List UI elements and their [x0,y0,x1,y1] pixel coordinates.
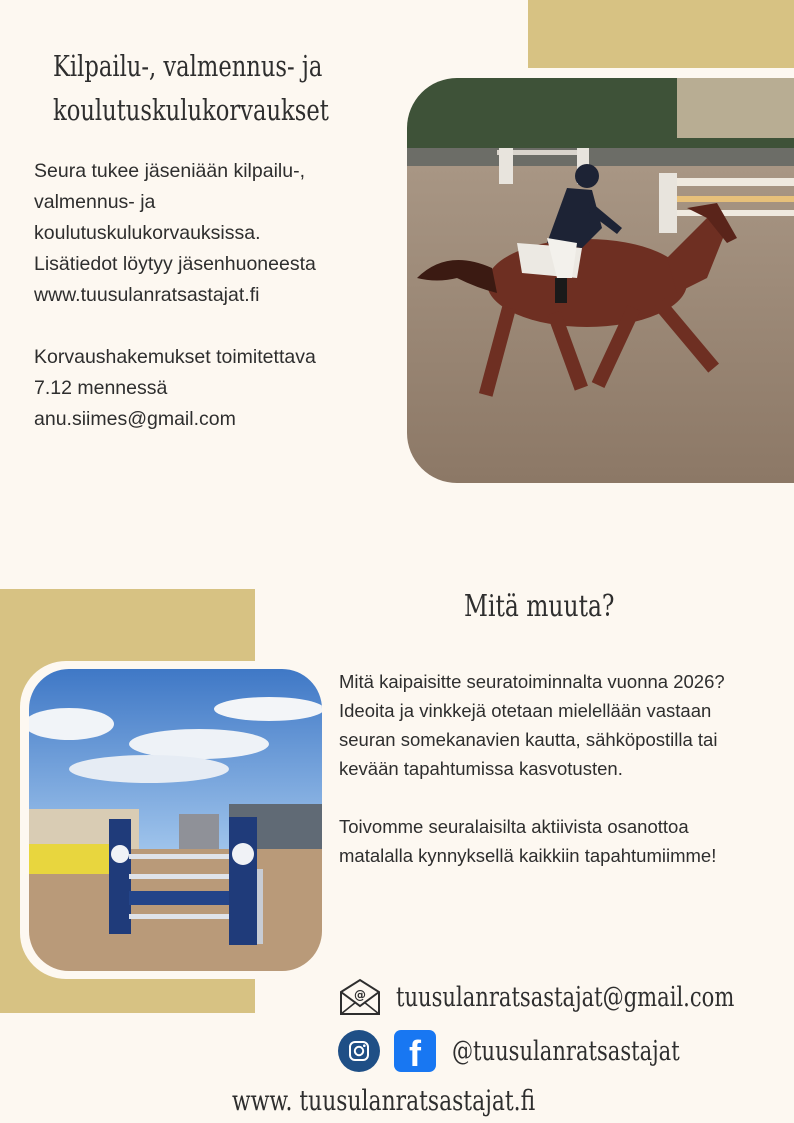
section2-line: seuran somekanavien kautta, sähköpostilla tai [339,729,718,750]
section1-title [53,44,349,132]
instagram-icon[interactable] [338,1030,380,1072]
section1-body [34,156,394,435]
section2-body [339,667,779,870]
section1-line: Lisätiedot löytyy jäsenhuoneesta [34,253,316,275]
section1-line: valmennus- ja [34,191,156,213]
email-icon [338,976,382,1018]
section1-title-line1: Kilpailu-, valmennus- ja [53,49,323,83]
gold-accent-top [528,0,794,68]
contact-email-row[interactable] [338,976,794,1018]
section2-line: kevään tapahtumissa kasvotusten. [339,758,623,779]
contact-social-handle[interactable]: @tuusulanratsastajat [452,1035,680,1067]
footer-website[interactable]: www. tuusulanratsastajat.fi [232,1084,536,1117]
section1-line: Seura tukee jäseniään kilpailu-, [34,160,306,182]
facebook-icon[interactable]: f [394,1030,436,1072]
section1-line: Korvaushakemukset toimitettava [34,346,316,368]
section2-line: matalalla kynnyksellä kaikkiin tapahtumiimme! [339,845,717,866]
contact-social-row [338,1030,744,1072]
section1-title-line2: koulutuskulukorvaukset [53,93,329,127]
jump-photo [29,669,322,971]
rider-photo [407,78,794,483]
section2-line: Mitä kaipaisitte seuratoiminnalta vuonna 2026? [339,671,725,692]
section2-line: Ideoita ja vinkkejä otetaan mielellään vastaan [339,700,712,721]
section1-website-link[interactable]: www.tuusulanratsastajat.fi [34,284,260,306]
contact-email[interactable]: tuusulanratsastajat@gmail.com [396,981,735,1013]
section1-line: koulutuskulukorvauksissa. [34,222,261,244]
section2-title: Mitä muuta? [464,589,615,624]
svg-text:@: @ [354,988,366,1002]
section2-line: Toivomme seuralaisilta aktiivista osanottoa [339,816,689,837]
section1-email-link[interactable]: anu.siimes@gmail.com [34,408,236,430]
section1-deadline: 7.12 mennessä [34,377,168,399]
